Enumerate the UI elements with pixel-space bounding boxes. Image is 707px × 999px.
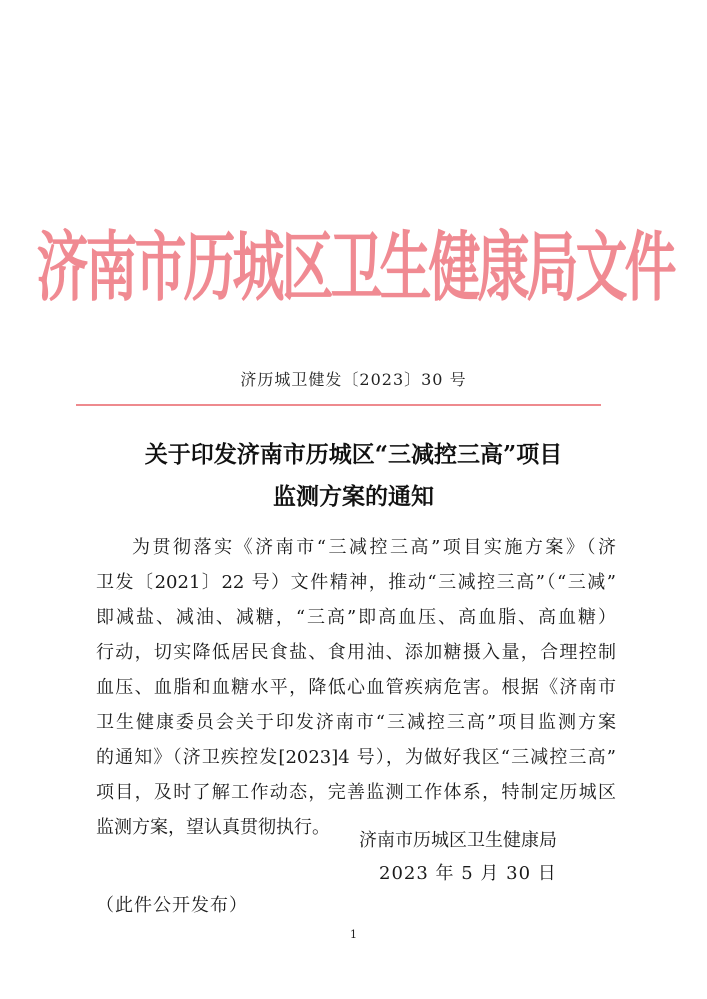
body-line: 行动，切实降低居民食盐、食用油、添加糖摄入量，合理控制: [96, 642, 616, 663]
notice-body-paragraph: [96, 530, 616, 845]
notice-title-line-2: 监测方案的通知: [273, 483, 434, 510]
body-line: 为贯彻落实《济南市“三减控三高”项目实施方案》（济: [132, 537, 616, 558]
red-divider-line: [76, 404, 601, 406]
signature-organization: 济南市历城区卫生健康局: [359, 830, 557, 851]
document-banner-title: 济南市历城区卫生健康局文件: [36, 223, 674, 312]
page-number: 1: [350, 928, 357, 941]
body-line: 即减盐、减油、减糖，“三高”即高血压、高血脂、高血糖）: [96, 607, 616, 628]
document-number: 济历城卫健发〔2023〕30 号: [240, 370, 467, 389]
public-release-note: （此件公开发布）: [96, 895, 248, 916]
signature-date: 2023 年 5 月 30 日: [379, 863, 557, 884]
notice-title-line-1: 关于印发济南市历城区“三减控三高”项目: [144, 441, 563, 468]
body-line: 血压、血脂和血糖水平，降低心血管疾病危害。根据《济南市: [96, 677, 616, 698]
body-line: 卫生健康委员会关于印发济南市“三减控三高”项目监测方案: [96, 712, 616, 733]
body-line: 卫发〔2021〕22 号）文件精神，推动“三减控三高”（“三减”: [96, 572, 616, 593]
body-line: 监测方案，望认真贯彻执行。: [96, 817, 330, 838]
body-line: 的通知》（济卫疾控发[2023]4 号），为做好我区“三减控三高”: [96, 747, 616, 768]
body-line: 项目，及时了解工作动态，完善监测工作体系，特制定历城区: [96, 782, 616, 803]
